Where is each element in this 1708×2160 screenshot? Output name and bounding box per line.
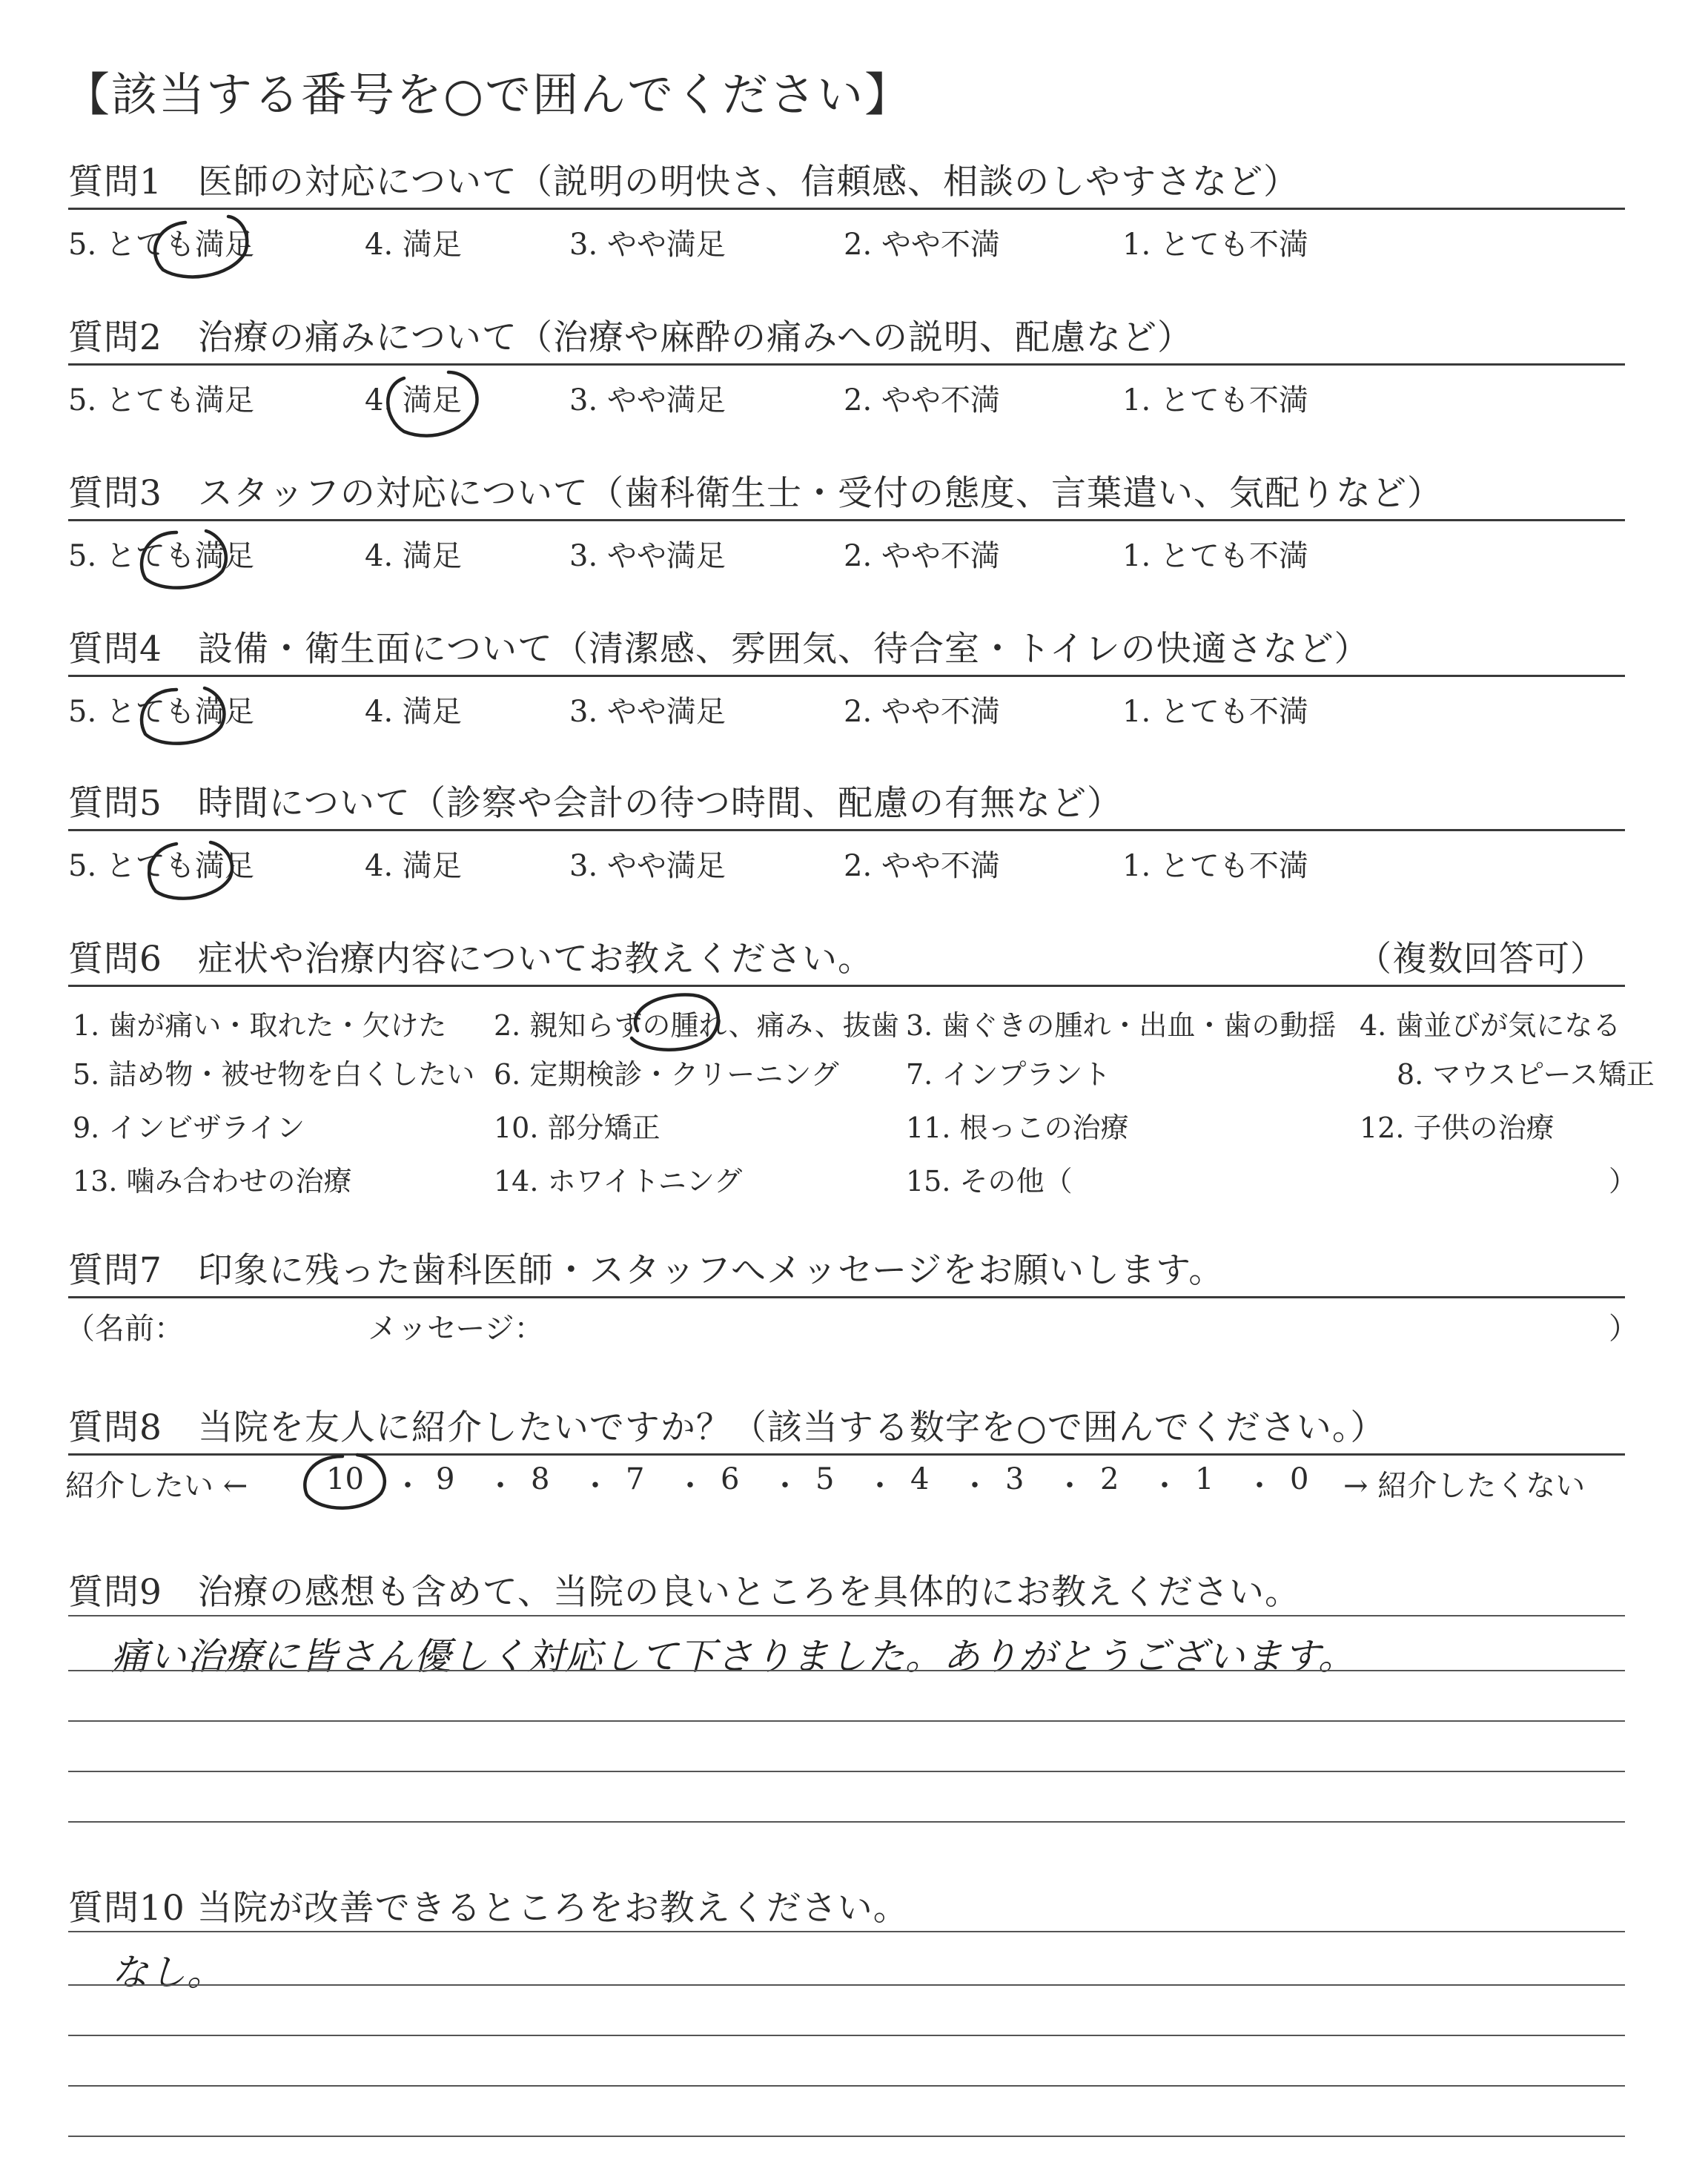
q4-answer-circle [125, 675, 236, 756]
q6-option-1[interactable]: 1. 歯が痛い・取れた・欠けた [73, 1009, 447, 1042]
q7-rule [68, 1296, 1625, 1298]
q2-answer-circle [374, 363, 486, 445]
q6-option-14[interactable]: 14. ホワイトニング [494, 1165, 743, 1198]
q8-number-0[interactable]: 0 [1290, 1462, 1309, 1496]
q8-number-3[interactable]: 3 [1005, 1462, 1025, 1496]
q8-number-4[interactable]: 4 [910, 1462, 930, 1496]
q4-option-2[interactable]: 2. やや不満 [844, 695, 1000, 729]
q6-title: 質問6 症状や治療内容についてお教えください。 [68, 939, 873, 980]
q8-number-7[interactable]: 7 [626, 1462, 645, 1496]
q10-answer: なし。 [111, 1951, 225, 1994]
q5-option-2[interactable]: 2. やや不満 [844, 849, 1000, 883]
q8-dot: ・ [1245, 1469, 1274, 1503]
q3-answer-circle [125, 519, 236, 601]
q8-dot: ・ [393, 1469, 423, 1503]
q9-line-3 [68, 1720, 1625, 1722]
q4-rule [68, 675, 1625, 677]
q5-rule [68, 829, 1625, 831]
q1-rule [68, 208, 1625, 210]
q6-option-10[interactable]: 10. 部分矯正 [494, 1112, 661, 1144]
q2-option-5[interactable]: 5. とても満足 [68, 383, 254, 417]
q10-line-2 [68, 1984, 1625, 1986]
q8-answer-circle [291, 1446, 394, 1520]
q8-dot: ・ [675, 1469, 705, 1503]
q3-option-3[interactable]: 3. やや満足 [569, 539, 726, 573]
q8-number-1[interactable]: 1 [1195, 1462, 1214, 1496]
q6-option-15-close: ） [1609, 1165, 1638, 1198]
q8-number-8[interactable]: 8 [531, 1462, 550, 1496]
q6-option-5[interactable]: 5. 詰め物・被せ物を白くしたい [73, 1058, 475, 1091]
q10-line-5 [68, 2136, 1625, 2137]
q3-option-5[interactable]: 5. とても満足 [68, 539, 254, 573]
q8-dot: ・ [580, 1469, 610, 1503]
q6-option-12[interactable]: 12. 子供の治療 [1360, 1112, 1555, 1144]
q5-option-5[interactable]: 5. とても満足 [68, 849, 254, 883]
q6-option-7[interactable]: 7. インプラント [906, 1058, 1111, 1091]
q8-dot: ・ [1150, 1469, 1179, 1503]
q6-option-8[interactable]: 8. マウスピース矯正 [1397, 1058, 1655, 1091]
q2-option-2[interactable]: 2. やや不満 [844, 383, 1000, 417]
q8-dot: ・ [960, 1469, 990, 1503]
q3-option-4[interactable]: 4. 満足 [365, 539, 462, 573]
q10-title: 質問10 当院が改善できるところをお教えください。 [68, 1888, 909, 1929]
q4-option-3[interactable]: 3. やや満足 [569, 695, 726, 729]
q1-option-5[interactable]: 5. とても満足 [68, 228, 254, 262]
q8-dot: ・ [486, 1469, 515, 1503]
q6-option-11[interactable]: 11. 根っこの治療 [906, 1112, 1129, 1144]
q8-right-label: → 紹介したくない [1343, 1469, 1586, 1503]
q6-note: （複数回答可） [1357, 939, 1606, 980]
q9-line-5 [68, 1821, 1625, 1823]
q5-title: 質問5 時間について（診察や会計の待つ時間、配慮の有無など） [68, 783, 1122, 824]
q7-title: 質問7 印象に残った歯科医師・スタッフへメッセージをお願いします。 [68, 1250, 1225, 1291]
q6-rule [68, 985, 1625, 987]
q1-answer-circle [141, 209, 252, 291]
q1-option-2[interactable]: 2. やや不満 [844, 228, 1000, 262]
q4-option-5[interactable]: 5. とても満足 [68, 695, 254, 729]
q9-line-2 [68, 1670, 1625, 1671]
q1-option-4[interactable]: 4. 満足 [365, 228, 462, 262]
q1-option-3[interactable]: 3. やや満足 [569, 228, 726, 262]
q2-option-3[interactable]: 3. やや満足 [569, 383, 726, 417]
page-header: 【該当する番号を○で囲んでください】 [64, 67, 913, 122]
q2-title: 質問2 治療の痛みについて（治療や麻酔の痛みへの説明、配慮など） [68, 317, 1194, 358]
q1-title: 質問1 医師の対応について（説明の明快さ、信頼感、相談のしやすさなど） [68, 162, 1300, 202]
q1-option-1[interactable]: 1. とても不満 [1122, 228, 1308, 262]
q10-line-3 [68, 2035, 1625, 2036]
q4-title: 質問4 設備・衛生面について（清潔感、雰囲気、待合室・トイレの快適さなど） [68, 629, 1370, 670]
q2-option-1[interactable]: 1. とても不満 [1122, 383, 1308, 417]
q3-title: 質問3 スタッフの対応について（歯科衛生士・受付の態度、言葉遣い、気配りなど） [68, 473, 1443, 514]
q9-answer: 痛い治療に皆さん優しく対応して下さりました。ありがとうございます。 [111, 1635, 1356, 1678]
q10-line-1 [68, 1931, 1625, 1932]
q6-option-13[interactable]: 13. 噛み合わせの治療 [73, 1165, 352, 1198]
q6-answer-circle [615, 986, 726, 1060]
q10-line-4 [68, 2085, 1625, 2087]
q3-option-2[interactable]: 2. やや不満 [844, 539, 1000, 573]
q3-rule [68, 519, 1625, 521]
q5-option-3[interactable]: 3. やや満足 [569, 849, 726, 883]
q6-option-4[interactable]: 4. 歯並びが気になる [1360, 1009, 1621, 1042]
q5-option-4[interactable]: 4. 満足 [365, 849, 462, 883]
q6-option-3[interactable]: 3. 歯ぐきの腫れ・出血・歯の動揺 [906, 1009, 1337, 1042]
q2-option-4[interactable]: 4. 満足 [365, 383, 462, 417]
q7-message-label: メッセージ： [368, 1312, 544, 1346]
q7-name-label: （名前： [65, 1312, 184, 1346]
q2-rule [68, 363, 1625, 366]
q4-option-4[interactable]: 4. 満足 [365, 695, 462, 729]
q5-option-1[interactable]: 1. とても不満 [1122, 849, 1308, 883]
q3-option-1[interactable]: 1. とても不満 [1122, 539, 1308, 573]
q8-dot: ・ [1055, 1469, 1085, 1503]
q6-option-2[interactable]: 2. 親知らずの腫れ、痛み、抜歯 [494, 1009, 899, 1042]
q8-number-6[interactable]: 6 [721, 1462, 740, 1496]
q7-close: ） [1609, 1312, 1638, 1346]
q6-option-6[interactable]: 6. 定期検診・クリーニング [494, 1058, 839, 1091]
q6-option-9[interactable]: 9. インビザライン [73, 1112, 305, 1144]
q9-line-4 [68, 1771, 1625, 1772]
q8-number-9[interactable]: 9 [436, 1462, 455, 1496]
q8-left-label: 紹介したい ← [65, 1469, 248, 1503]
q5-answer-circle [132, 829, 243, 911]
q8-dot: ・ [770, 1469, 800, 1503]
q8-title: 質問8 当院を友人に紹介したいですか？（該当する数字を○で囲んでください。） [68, 1407, 1386, 1448]
q6-option-15[interactable]: 15. その他（ [906, 1165, 1073, 1198]
q8-number-10[interactable]: 10 [326, 1462, 364, 1496]
q8-number-5[interactable]: 5 [815, 1462, 835, 1496]
q8-number-2[interactable]: 2 [1100, 1462, 1119, 1496]
q9-line-1 [68, 1615, 1625, 1616]
q8-dot: ・ [865, 1469, 895, 1503]
q4-option-1[interactable]: 1. とても不満 [1122, 695, 1308, 729]
q9-title: 質問9 治療の感想も含めて、当院の良いところを具体的にお教えください。 [68, 1572, 1300, 1613]
